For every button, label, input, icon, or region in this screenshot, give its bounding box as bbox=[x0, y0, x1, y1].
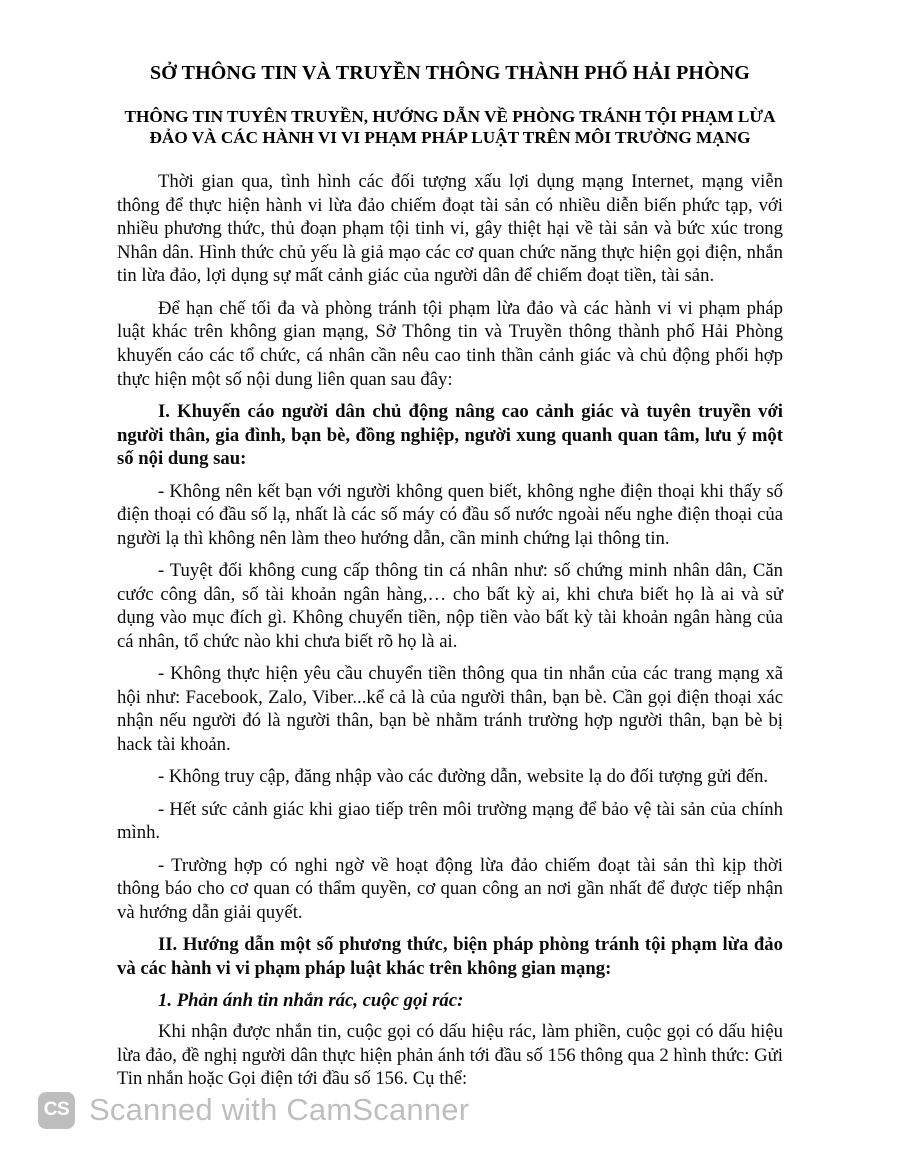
agency-header: SỞ THÔNG TIN VÀ TRUYỀN THÔNG THÀNH PHỐ HẢI PHÒNG bbox=[150, 62, 750, 84]
document-title bbox=[0, 106, 900, 148]
bullet-item: - Tuyệt đối không cung cấp thông tin cá nhân như: số chứng minh nhân dân, Căn cước công dân, số tài khoản ngân hàng,… cho bất kỳ ai, khi chưa biết họ là ai và sử dụng vào mục đích gì. Không chuyển tiền, nộp tiền vào bất kỳ tài khoản ngân hàng của cá nhân, tổ chức nào khi chưa biết rõ họ là ai. bbox=[117, 560, 783, 652]
bullet-item: - Trường hợp có nghi ngờ về hoạt động lừa đảo chiếm đoạt tài sản thì kịp thời thông báo cho cơ quan có thẩm quyền, cơ quan công an nơi gần nhất để được tiếp nhận và hướng dẫn giải quyết. bbox=[117, 854, 783, 923]
intro-paragraph-2: Để hạn chế tối đa và phòng tránh tội phạm lừa đảo và các hành vi vi phạm pháp luật khác trên không gian mạng, Sở Thông tin và Truyền thông thành phố Hải Phòng khuyến cáo các tổ chức, cá nhân cần nêu cao tinh thần cảnh giác và chủ động phối hợp thực hiện một số nội dung liên quan sau đây: bbox=[117, 297, 783, 390]
title-line-1: THÔNG TIN TUYÊN TRUYỀN, HƯỚNG DẪN VỀ PHÒNG TRÁNH TỘI PHẠM LỪA bbox=[124, 107, 776, 126]
subsection-1-paragraph: Khi nhận được nhắn tin, cuộc gọi có dấu hiệu rác, làm phiền, cuộc gọi có dấu hiệu lừa đảo, đề nghị người dân thực hiện phản ánh tới đầu số 156 thông qua 2 hình thức: Gửi Tin nhắn hoặc Gọi điện tới đầu số 156. Cụ thể: bbox=[117, 1020, 783, 1090]
document-body bbox=[117, 170, 783, 1100]
camscanner-logo-icon: CS bbox=[38, 1092, 75, 1129]
intro-paragraph-1: Thời gian qua, tình hình các đối tượng xấu lợi dụng mạng Internet, mạng viễn thông để thực hiện hành vi lừa đảo chiếm đoạt tài sản có nhiều diễn biến phức tạp, với nhiều phương thức, thủ đoạn phạm tội tinh vi, gây thiệt hại về tài sản và bức xúc trong Nhân dân. Hình thức chủ yếu là giả mạo các cơ quan chức năng thực hiện gọi điện, nhắn tin lừa đảo, lợi dụng sự mất cảnh giác của người dân để chiếm đoạt tiền, tài sản. bbox=[117, 171, 783, 287]
bullet-item: - Hết sức cảnh giác khi giao tiếp trên môi trường mạng để bảo vệ tài sản của chính mình. bbox=[117, 798, 783, 844]
title-line-2: ĐẢO VÀ CÁC HÀNH VI VI PHẠM PHÁP LUẬT TRÊN MÔI TRƯỜNG MẠNG bbox=[149, 128, 751, 147]
bullet-item: - Không nên kết bạn với người không quen biết, không nghe điện thoại khi thấy số điện thoại có đầu số lạ, nhất là các số máy có đầu số nước ngoài nếu nghe điện thoại của người lạ thì không nên làm theo hướng dẫn, cần minh chứng lại thông tin. bbox=[117, 480, 783, 549]
bullet-item: - Không thực hiện yêu cầu chuyển tiền thông qua tin nhắn của các trang mạng xã hội như: Facebook, Zalo, Viber...kể cả là của người thân, bạn bè. Cần gọi điện thoại xác nhận nếu người đó là người thân, bạn bè nhằm tránh trường hợp người thân, bạn bè bị hack tài khoản. bbox=[117, 663, 783, 756]
subsection-1-heading: 1. Phản ánh tin nhắn rác, cuộc gọi rác: bbox=[158, 990, 464, 1012]
watermark-text: Scanned with CamScanner bbox=[89, 1092, 470, 1127]
section-1-heading: I. Khuyến cáo người dân chủ động nâng cao cảnh giác và tuyên truyền với người thân, gia đình, bạn bè, đồng nghiệp, người xung quanh quan tâm, lưu ý một số nội dung sau: bbox=[117, 400, 783, 470]
camscanner-watermark bbox=[38, 1090, 469, 1130]
section-2-heading: II. Hướng dẫn một số phương thức, biện pháp phòng tránh tội phạm lừa đảo và các hành vi vi phạm pháp luật khác trên không gian mạng: bbox=[117, 934, 783, 979]
bullet-item: - Không truy cập, đăng nhập vào các đường dẫn, website lạ do đối tượng gửi đến. bbox=[158, 766, 769, 788]
